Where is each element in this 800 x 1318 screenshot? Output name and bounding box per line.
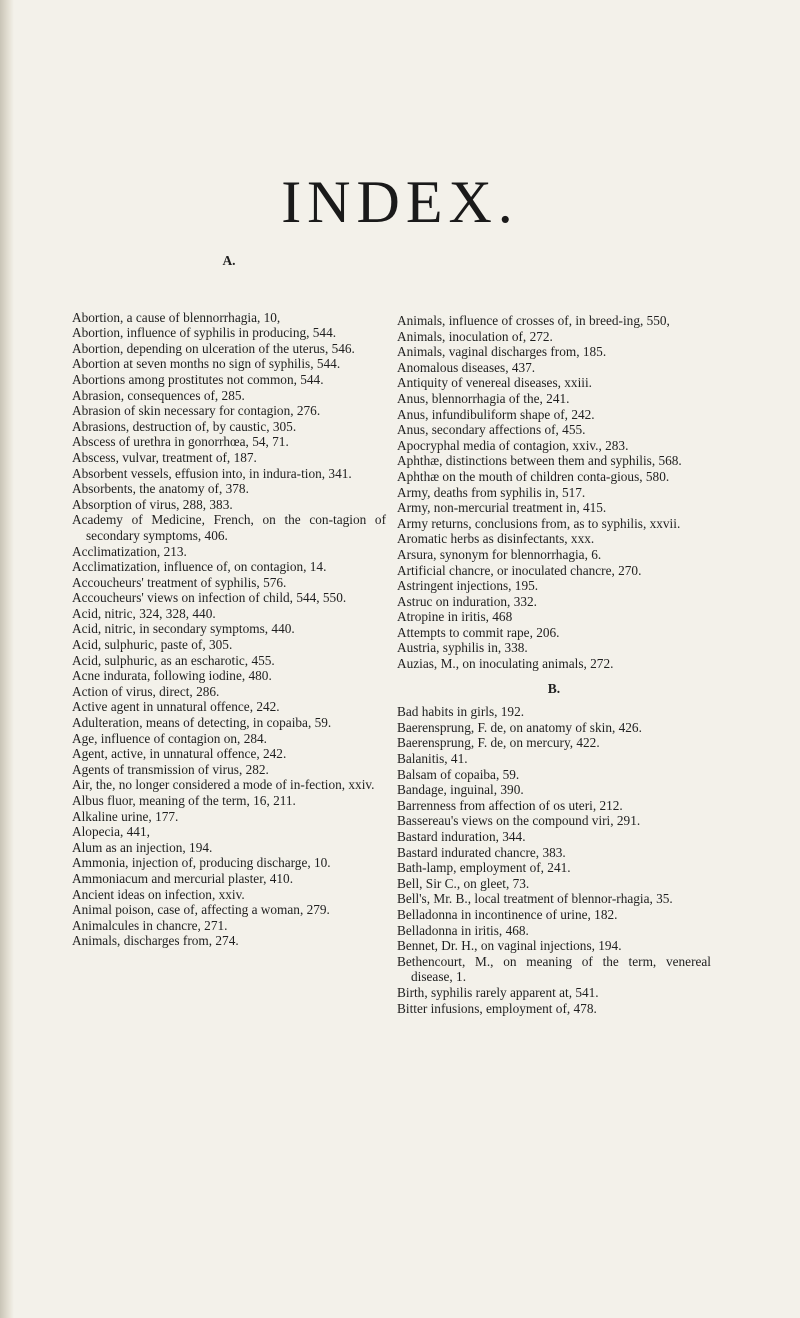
- index-entry: Army, deaths from syphilis in, 517.: [397, 484, 586, 500]
- index-entry: Absorbent vessels, effusion into, in indura-tion, 341.: [72, 465, 352, 481]
- index-entry: Air, the, no longer considered a mode of in-fection, xxiv.: [72, 777, 375, 793]
- index-entry: Animals, influence of crosses of, in breed-ing, 550,: [397, 313, 670, 328]
- page-title: INDEX.: [281, 169, 519, 236]
- index-entry: Animals, discharges from, 274.: [72, 933, 239, 949]
- index-entry: Abortion, influence of syphilis in producing, 544.: [72, 325, 337, 341]
- index-entry: Acid, nitric, in secondary symptoms, 440.: [72, 621, 295, 637]
- index-entry: Baerensprung, F. de, on anatomy of skin, 426.: [397, 719, 642, 735]
- index-entry: Agent, active, in unnatural offence, 242.: [72, 746, 287, 762]
- section-heading-b: B.: [547, 680, 561, 696]
- index-entry: Ancient ideas on infection, xxiv.: [72, 886, 245, 902]
- index-entry: Abortion, depending on ulceration of the uterus, 546.: [72, 340, 355, 356]
- index-entry: Anomalous diseases, 437.: [397, 359, 536, 375]
- index-entry: Albus fluor, meaning of the term, 16, 211.: [72, 793, 296, 808]
- index-entry: Agents of transmission of virus, 282.: [72, 761, 269, 777]
- index-entry: Accoucheurs' treatment of syphilis, 576.: [72, 574, 287, 590]
- index-entry: Abscess of urethra in gonorrhœa, 54, 71.: [72, 434, 289, 450]
- index-entry: Astruc on induration, 332.: [397, 593, 537, 609]
- index-entry: Abortions among prostitutes not common, 544.: [72, 371, 324, 387]
- index-entry: Army, non-mercurial treatment in, 415.: [397, 500, 607, 516]
- index-entry: Balsam of copaiba, 59.: [397, 766, 520, 782]
- index-entry: Bath-lamp, employment of, 241.: [397, 860, 571, 876]
- index-entry: Anus, secondary affections of, 455.: [397, 422, 586, 438]
- index-entry: Aphthæ on the mouth of children conta-gious, 580.: [397, 468, 670, 484]
- index-entry: Bell's, Mr. B., local treatment of blennor-rhagia, 35.: [397, 891, 673, 907]
- index-entry: Arsura, synonym for blennorrhagia, 6.: [397, 546, 602, 562]
- index-entry: Acid, nitric, 324, 328, 440.: [72, 605, 216, 621]
- index-entry: Alkaline urine, 177.: [72, 808, 179, 824]
- index-entry: Atropine in iritis, 468: [397, 609, 513, 625]
- index-list-right-a: [397, 313, 711, 672]
- section-heading-a: A.: [222, 253, 236, 268]
- index-entry: Acclimatization, 213.: [72, 543, 187, 559]
- index-entry: Alopecia, 441,: [72, 824, 150, 840]
- index-entry: Animal poison, case of, affecting a woman, 279.: [72, 902, 330, 918]
- right-column: [397, 313, 711, 1016]
- index-entry: Anus, blennorrhagia of the, 241.: [397, 390, 570, 406]
- index-entry: Bennet, Dr. H., on vaginal injections, 194.: [397, 938, 622, 954]
- index-entry: Bassereau's views on the compound viri, 291.: [397, 813, 641, 829]
- index-entry: Belladonna in iritis, 468.: [397, 922, 529, 938]
- index-entry: Belladonna in incontinence of urine, 182.: [397, 906, 618, 922]
- left-column: [72, 253, 386, 949]
- index-entry: Age, influence of contagion on, 284.: [72, 730, 267, 746]
- index-entry: Army returns, conclusions from, as to syphilis, xxvii.: [397, 515, 681, 531]
- index-list-right-b: [397, 704, 711, 1016]
- index-list-left: [72, 310, 386, 949]
- index-entry: Acclimatization, influence of, on contagion, 14.: [72, 559, 327, 575]
- index-entry: Auzias, M., on inoculating animals, 272.: [397, 656, 614, 672]
- index-entry: Ammonia, injection of, producing discharge, 10.: [72, 855, 331, 871]
- index-entry: Balanitis, 41.: [397, 751, 468, 767]
- index-entry: Aphthæ, distinctions between them and syphilis, 568.: [397, 453, 682, 469]
- index-entry: Austria, syphilis in, 338.: [397, 640, 528, 656]
- index-entry: Absorption of virus, 288, 383.: [72, 496, 233, 512]
- index-entry: Bastard induration, 344.: [397, 829, 526, 844]
- index-entry: Bell, Sir C., on gleet, 73.: [397, 875, 530, 891]
- index-entry: Baerensprung, F. de, on mercury, 422.: [397, 735, 600, 751]
- index-entry: Academy of Medicine, French, on the con-tagion of secondary symptoms, 406.: [72, 512, 386, 543]
- index-entry: Accoucheurs' views on infection of child, 544, 550.: [72, 590, 347, 606]
- index-entry: Action of virus, direct, 286.: [72, 683, 220, 699]
- index-entry: Animals, inoculation of, 272.: [397, 328, 553, 344]
- index-entry: Abscess, vulvar, treatment of, 187.: [72, 449, 257, 465]
- index-entry: Abortion at seven months no sign of syphilis, 544.: [72, 356, 341, 372]
- index-entry: Acne indurata, following iodine, 480.: [72, 668, 272, 684]
- index-entry: Astringent injections, 195.: [397, 578, 539, 594]
- index-entry: Barrenness from affection of os uteri, 212.: [397, 797, 623, 813]
- index-entry: Alum as an injection, 194.: [72, 839, 213, 855]
- index-entry: Aromatic herbs as disinfectants, xxx.: [397, 531, 595, 547]
- index-entry: Bitter infusions, employment of, 478.: [397, 1000, 597, 1016]
- index-entry: Ammoniacum and mercurial plaster, 410.: [72, 870, 294, 886]
- index-entry: Bad habits in girls, 192.: [397, 704, 525, 720]
- index-entry: Anus, infundibuliform shape of, 242.: [397, 406, 595, 422]
- index-entry: Artificial chancre, or inoculated chancre, 270.: [397, 562, 642, 578]
- index-entry: Apocryphal media of contagion, xxiv., 283.: [397, 437, 629, 453]
- index-entry: Bastard indurated chancre, 383.: [397, 844, 566, 860]
- index-entry: Birth, syphilis rarely apparent at, 541.: [397, 984, 599, 1000]
- index-entry: Bethencourt, M., on meaning of the term, venereal disease, 1.: [397, 953, 711, 985]
- index-entry: Abrasion, consequences of, 285.: [72, 387, 245, 403]
- index-entry: Antiquity of venereal diseases, xxiii.: [397, 375, 592, 391]
- index-entry: Abrasions, destruction of, by caustic, 305.: [72, 418, 297, 434]
- index-entry: Absorbents, the anatomy of, 378.: [72, 481, 249, 497]
- index-entry: Active agent in unnatural offence, 242.: [72, 699, 280, 715]
- index-entry: Bandage, inguinal, 390.: [397, 782, 524, 798]
- index-entry: Abrasion of skin necessary for contagion, 276.: [72, 403, 321, 419]
- index-entry: Animals, vaginal discharges from, 185.: [397, 344, 607, 360]
- index-entry: Acid, sulphuric, paste of, 305.: [72, 637, 233, 653]
- index-entry: Adulteration, means of detecting, in copaiba, 59.: [72, 715, 332, 731]
- index-entry: Abortion, a cause of blennorrhagia, 10,: [72, 309, 281, 325]
- index-entry: Animalcules in chancre, 271.: [72, 917, 228, 933]
- index-entry: Attempts to commit rape, 206.: [397, 624, 560, 640]
- index-entry: Acid, sulphuric, as an escharotic, 455.: [72, 652, 275, 668]
